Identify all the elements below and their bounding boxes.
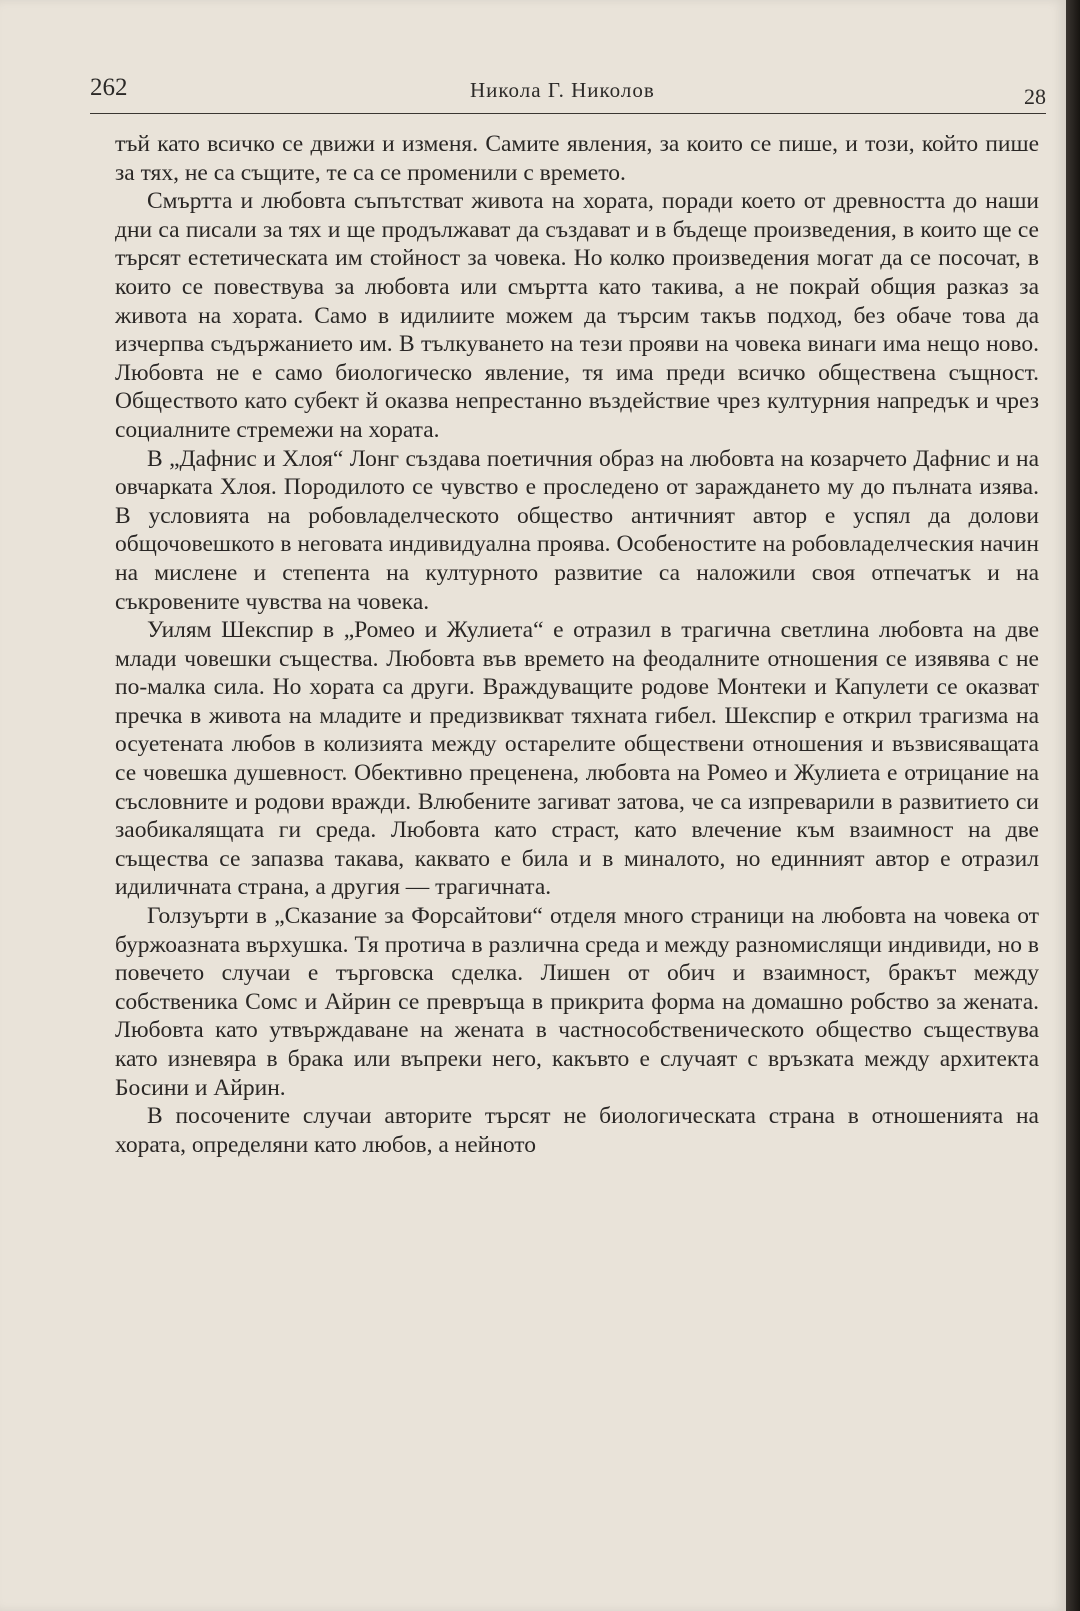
- paragraph-3: В „Дафнис и Хлоя“ Лонг създава поетичния образ на любовта на козарчето Дафнис и на овчарката Хлоя. Породилото се чувство е проследено от зараждането му до пълната изява. В условията на робовладелческото общество античният автор е успял да долови общочовешкото в неговата индивидуална проява. Особеностите на робовладелческия начин на мислене и степента на културното развитие са наложили своя отпечатък и на съкровените чувства на човека.: [115, 445, 1039, 615]
- paragraph-5: Голзуърти в „Сказание за Форсайтови“ отделя много страници на любовта на човека от буржоазната върхушка. Тя протича в различна среда и между разномислящи индивиди, но в повечето случаи е търговска сделка. Лишен от обич и взаимност, бракът между собственика Сомс и Айрин се превръща в прикрита форма на домашно робство за жената. Любовта като утвърждаване на жената в частнособственическото общество съществува като изневяра в брака или въпреки него, какъвто е случаят с връзката между архитекта Босини и Айрин.: [115, 903, 1039, 1101]
- paragraph-6: В посочените случаи авторите търсят не биологическата страна в отношенията на хората, определяни като любов, а нейното: [115, 1103, 1039, 1158]
- page-header: [90, 74, 1046, 114]
- book-spine-edge: [1066, 0, 1080, 1611]
- running-head: Никола Г. Николов: [470, 78, 655, 102]
- corner-number: 28: [1024, 84, 1046, 109]
- body-text: [115, 130, 1039, 1159]
- header-rule: [90, 113, 1046, 114]
- paragraph-2: Смъртта и любовта съпътстват живота на хората, поради което от древността до наши дни са писали за тях и ще продължават да създават и в бъдеще произведения, в които ще се търсят естетическата им стойност за човека. Но колко произведения могат да се посочат, в които се повествува за любовта или смъртта като такива, а не покрай общия разказ за живота на хората. Само в идилиите можем да търсим такъв подход, без обаче това да изчерпва съдържанието им. В тълкуването на тези прояви на човека винаги има нещо ново. Любовта не е само биологическо явление, тя има преди всичко обществена същност. Обществото като субект й оказва непрестанно въздействие чрез културния напредък и чрез социалните стремежи на хората.: [115, 188, 1039, 443]
- paragraph-4: Уилям Шекспир в „Ромео и Жулиета“ е отразил в трагична светлина любовта на две млади човешки същества. Любовта във времето на феодалните отношения се изявява с не по-малка сила. Но хората са други. Враждуващите родове Монтеки и Капулети се оказват пречка в живота на младите и предизвикват тяхната гибел. Шекспир е открил трагизма на осуетената любов в колизията между остарелите обществени отношения и възвисяващата се човешка душевност. Обективно преценена, любовта на Ромео и Жулиета е отрицание на съсловните и родови вражди. Влюбените загиват затова, че са изпреварили в развитието си заобикалящата ги среда. Любовта като страст, като влечение към взаимност на две същества се запазва такава, каквато е била и в миналото, но единният автор е отразил идиличната страна, а другия — трагичната.: [115, 617, 1039, 901]
- page-number: 262: [90, 74, 128, 101]
- paragraph-1: тъй като всичко се движи и изменя. Самите явления, за които се пише, и този, който пише за тях, не са същите, те са се променили с времето.: [115, 131, 1039, 186]
